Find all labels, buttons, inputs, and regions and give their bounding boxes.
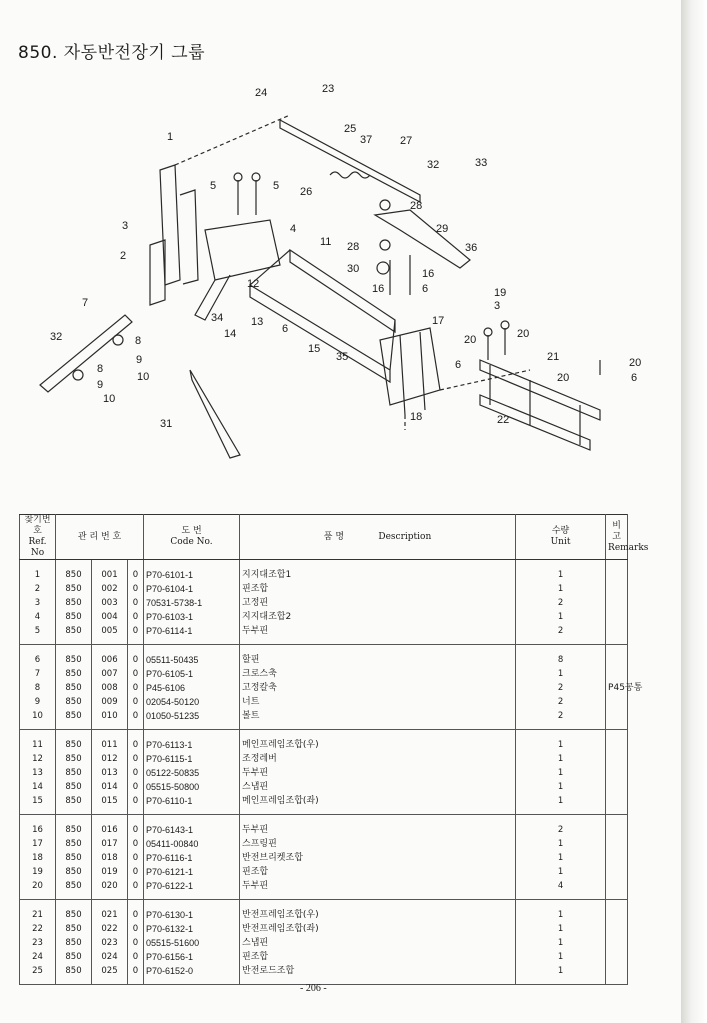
mgmt-rev-cell: 0 xyxy=(128,851,144,865)
ref-no-cell: 7 xyxy=(20,667,56,681)
header-description-kr: 품 명 xyxy=(323,531,345,542)
svg-text:21: 21 xyxy=(547,351,560,363)
svg-text:1: 1 xyxy=(167,131,174,143)
ref-no-cell: 23 xyxy=(20,936,56,950)
parts-list-table xyxy=(19,514,649,985)
svg-text:20: 20 xyxy=(629,357,642,369)
mgmt-item-cell: 003 xyxy=(92,596,128,610)
description-cell: 스프링핀 xyxy=(240,837,516,851)
ref-no-cell: 9 xyxy=(20,695,56,709)
mgmt-group-cell: 850 xyxy=(56,596,92,610)
svg-text:9: 9 xyxy=(97,379,104,391)
svg-text:18: 18 xyxy=(410,411,423,423)
mgmt-item-cell: 013 xyxy=(92,766,128,780)
svg-text:25: 25 xyxy=(344,123,357,135)
unit-cell: 1 xyxy=(516,865,606,879)
code-no-cell: P70-6122-1 xyxy=(144,879,240,900)
svg-text:22: 22 xyxy=(497,414,510,426)
svg-text:16: 16 xyxy=(422,268,435,280)
svg-text:6: 6 xyxy=(631,372,638,384)
ref-no-cell: 11 xyxy=(20,730,56,753)
code-no-cell: P70-6116-1 xyxy=(144,851,240,865)
unit-cell: 2 xyxy=(516,695,606,709)
mgmt-rev-cell: 0 xyxy=(128,794,144,815)
mgmt-rev-cell: 0 xyxy=(128,936,144,950)
handle-part xyxy=(190,370,240,458)
description-cell: 핀조합 xyxy=(240,950,516,964)
description-cell: 너트 xyxy=(240,695,516,709)
mgmt-item-cell: 015 xyxy=(92,794,128,815)
table-row xyxy=(20,645,628,668)
description-cell: 핀조합 xyxy=(240,582,516,596)
table-row xyxy=(20,596,628,610)
code-no-cell: P70-6156-1 xyxy=(144,950,240,964)
svg-text:20: 20 xyxy=(464,334,477,346)
mgmt-item-cell: 009 xyxy=(92,695,128,709)
table-row xyxy=(20,582,628,596)
mgmt-rev-cell: 0 xyxy=(128,560,144,583)
ref-no-cell: 14 xyxy=(20,780,56,794)
svg-text:27: 27 xyxy=(400,135,413,147)
mgmt-group-cell: 850 xyxy=(56,815,92,838)
code-no-cell: P70-6130-1 xyxy=(144,900,240,923)
mgmt-group-cell: 850 xyxy=(56,709,92,730)
description-cell: 두부핀 xyxy=(240,766,516,780)
code-no-cell: 05515-50800 xyxy=(144,780,240,794)
mgmt-rev-cell: 0 xyxy=(128,610,144,624)
mgmt-rev-cell: 0 xyxy=(128,900,144,923)
ref-no-cell: 6 xyxy=(20,645,56,668)
unit-cell: 1 xyxy=(516,667,606,681)
svg-text:32: 32 xyxy=(427,159,440,171)
mgmt-item-cell: 001 xyxy=(92,560,128,583)
ref-no-cell: 21 xyxy=(20,900,56,923)
svg-text:6: 6 xyxy=(455,359,462,371)
unit-cell: 1 xyxy=(516,752,606,766)
unit-cell: 8 xyxy=(516,645,606,668)
description-cell: 반전프레임조합(우) xyxy=(240,900,516,923)
mgmt-rev-cell: 0 xyxy=(128,837,144,851)
svg-text:19: 19 xyxy=(494,287,507,299)
unit-cell: 2 xyxy=(516,596,606,610)
svg-text:20: 20 xyxy=(517,328,530,340)
table-row xyxy=(20,900,628,923)
remarks-cell xyxy=(606,922,628,936)
svg-text:23: 23 xyxy=(322,83,335,95)
mgmt-group-cell: 850 xyxy=(56,766,92,780)
remarks-cell xyxy=(606,695,628,709)
mgmt-group-cell: 850 xyxy=(56,837,92,851)
description-cell: 크로스축 xyxy=(240,667,516,681)
svg-text:10: 10 xyxy=(103,393,116,405)
unit-cell: 1 xyxy=(516,766,606,780)
page-title: 850. 자동반전장기 그룹 xyxy=(18,43,206,63)
svg-text:36: 36 xyxy=(465,242,478,254)
mgmt-group-cell: 850 xyxy=(56,794,92,815)
mgmt-group-cell: 850 xyxy=(56,950,92,964)
table-row xyxy=(20,936,628,950)
ref-no-cell: 22 xyxy=(20,922,56,936)
ref-no-cell: 18 xyxy=(20,851,56,865)
code-no-cell: 05122-50835 xyxy=(144,766,240,780)
svg-text:29: 29 xyxy=(436,223,449,235)
description-cell: 두부핀 xyxy=(240,815,516,838)
svg-text:24: 24 xyxy=(255,87,268,99)
table-row xyxy=(20,681,628,695)
svg-text:9: 9 xyxy=(136,354,143,366)
mgmt-item-cell: 012 xyxy=(92,752,128,766)
svg-text:3: 3 xyxy=(494,300,501,312)
table-row xyxy=(20,709,628,730)
unit-cell: 1 xyxy=(516,837,606,851)
mgmt-rev-cell: 0 xyxy=(128,695,144,709)
code-no-cell: P70-6114-1 xyxy=(144,624,240,645)
parts-list-body xyxy=(20,560,643,985)
table-row xyxy=(20,752,628,766)
svg-text:12: 12 xyxy=(247,278,260,290)
description-cell: 반전브리켓조합 xyxy=(240,851,516,865)
mgmt-group-cell: 850 xyxy=(56,610,92,624)
mgmt-group-cell: 850 xyxy=(56,851,92,865)
reversing-bracket-part xyxy=(380,328,440,405)
code-no-cell: P70-6121-1 xyxy=(144,865,240,879)
description-cell: 반전프레임조합(좌) xyxy=(240,922,516,936)
page-number: - 206 - xyxy=(300,983,327,994)
header-remarks: 비 고 Remarks xyxy=(606,515,628,560)
remarks-cell xyxy=(606,815,628,838)
svg-text:32: 32 xyxy=(50,331,63,343)
code-no-cell: 70531-5738-1 xyxy=(144,596,240,610)
support-bracket-part xyxy=(160,165,180,285)
table-row xyxy=(20,837,628,851)
mgmt-item-cell: 020 xyxy=(92,879,128,900)
mgmt-group-cell: 850 xyxy=(56,780,92,794)
mgmt-group-cell: 850 xyxy=(56,624,92,645)
mgmt-item-cell: 011 xyxy=(92,730,128,753)
code-no-cell: P70-6115-1 xyxy=(144,752,240,766)
unit-cell: 2 xyxy=(516,681,606,695)
svg-text:10: 10 xyxy=(137,371,150,383)
unit-cell: 1 xyxy=(516,794,606,815)
unit-cell: 4 xyxy=(516,879,606,900)
mgmt-item-cell: 008 xyxy=(92,681,128,695)
mgmt-rev-cell: 0 xyxy=(128,709,144,730)
code-no-cell: P70-6103-1 xyxy=(144,610,240,624)
mgmt-group-cell: 850 xyxy=(56,681,92,695)
mgmt-item-cell: 022 xyxy=(92,922,128,936)
description-cell: 고정핀 xyxy=(240,596,516,610)
remarks-cell: P45공통 xyxy=(606,681,628,695)
header-management-no: 관 리 번 호 xyxy=(56,515,144,560)
code-no-cell: 05411-00840 xyxy=(144,837,240,851)
ref-no-cell: 17 xyxy=(20,837,56,851)
code-no-cell: P45-6106 xyxy=(144,681,240,695)
mgmt-item-cell: 004 xyxy=(92,610,128,624)
remarks-cell xyxy=(606,709,628,730)
mgmt-rev-cell: 0 xyxy=(128,879,144,900)
remarks-cell xyxy=(606,752,628,766)
remarks-cell xyxy=(606,950,628,964)
mgmt-group-cell: 850 xyxy=(56,582,92,596)
table-row xyxy=(20,865,628,879)
table-row xyxy=(20,560,628,583)
mgmt-rev-cell: 0 xyxy=(128,624,144,645)
mgmt-group-cell: 850 xyxy=(56,900,92,923)
mgmt-item-cell: 007 xyxy=(92,667,128,681)
mgmt-item-cell: 010 xyxy=(92,709,128,730)
mgmt-rev-cell: 0 xyxy=(128,582,144,596)
mgmt-item-cell: 018 xyxy=(92,851,128,865)
table-row xyxy=(20,730,628,753)
remarks-cell xyxy=(606,794,628,815)
mgmt-group-cell: 850 xyxy=(56,879,92,900)
ref-no-cell: 2 xyxy=(20,582,56,596)
unit-cell: 1 xyxy=(516,730,606,753)
remarks-cell xyxy=(606,624,628,645)
ref-no-cell: 24 xyxy=(20,950,56,964)
mgmt-rev-cell: 0 xyxy=(128,596,144,610)
ref-no-cell: 16 xyxy=(20,815,56,838)
mgmt-item-cell: 021 xyxy=(92,900,128,923)
unit-cell: 2 xyxy=(516,815,606,838)
svg-text:33: 33 xyxy=(475,157,488,169)
remarks-cell xyxy=(606,865,628,879)
table-header-row xyxy=(20,515,628,560)
table-row xyxy=(20,794,628,815)
ref-no-cell: 5 xyxy=(20,624,56,645)
unit-cell: 1 xyxy=(516,922,606,936)
code-no-cell: P70-6101-1 xyxy=(144,560,240,583)
table-row xyxy=(20,879,628,900)
remarks-cell xyxy=(606,766,628,780)
code-no-cell: P70-6105-1 xyxy=(144,667,240,681)
remarks-cell xyxy=(606,900,628,923)
svg-text:17: 17 xyxy=(432,315,445,327)
unit-cell: 2 xyxy=(516,709,606,730)
support-assembly-part xyxy=(205,220,280,280)
table-row xyxy=(20,815,628,838)
ref-no-cell: 4 xyxy=(20,610,56,624)
unit-cell: 2 xyxy=(516,624,606,645)
svg-text:2: 2 xyxy=(120,250,127,262)
ref-no-cell: 1 xyxy=(20,560,56,583)
table-row xyxy=(20,610,628,624)
mgmt-rev-cell: 0 xyxy=(128,922,144,936)
mgmt-rev-cell: 0 xyxy=(128,815,144,838)
description-cell: 핀조합 xyxy=(240,865,516,879)
code-no-cell: P70-6104-1 xyxy=(144,582,240,596)
mgmt-item-cell: 025 xyxy=(92,964,128,985)
svg-text:8: 8 xyxy=(97,363,104,375)
svg-text:8: 8 xyxy=(135,335,142,347)
svg-text:28: 28 xyxy=(410,200,423,212)
svg-text:6: 6 xyxy=(422,283,429,295)
mgmt-group-cell: 850 xyxy=(56,964,92,985)
mgmt-rev-cell: 0 xyxy=(128,730,144,753)
mgmt-rev-cell: 0 xyxy=(128,950,144,964)
mgmt-rev-cell: 0 xyxy=(128,780,144,794)
table-row xyxy=(20,964,628,985)
svg-text:13: 13 xyxy=(251,316,264,328)
remarks-cell xyxy=(606,936,628,950)
unit-cell: 1 xyxy=(516,900,606,923)
ref-no-cell: 15 xyxy=(20,794,56,815)
header-description xyxy=(240,515,516,560)
header-code-no: 도 번 Code No. xyxy=(144,515,240,560)
ref-no-cell: 25 xyxy=(20,964,56,985)
remarks-cell xyxy=(606,837,628,851)
mgmt-item-cell: 005 xyxy=(92,624,128,645)
svg-text:6: 6 xyxy=(282,323,289,335)
mgmt-rev-cell: 0 xyxy=(128,766,144,780)
code-no-cell: P70-6132-1 xyxy=(144,922,240,936)
svg-text:20: 20 xyxy=(557,372,570,384)
mgmt-item-cell: 002 xyxy=(92,582,128,596)
unit-cell: 1 xyxy=(516,582,606,596)
description-cell: 볼트 xyxy=(240,709,516,730)
description-cell: 스냅핀 xyxy=(240,780,516,794)
ref-no-cell: 13 xyxy=(20,766,56,780)
unit-cell: 1 xyxy=(516,560,606,583)
mgmt-group-cell: 850 xyxy=(56,695,92,709)
link-plate-part xyxy=(375,210,470,268)
unit-cell: 1 xyxy=(516,610,606,624)
description-cell: 지지대조합2 xyxy=(240,610,516,624)
ref-no-cell: 10 xyxy=(20,709,56,730)
mgmt-item-cell: 016 xyxy=(92,815,128,838)
svg-text:16: 16 xyxy=(372,283,385,295)
remarks-cell xyxy=(606,596,628,610)
svg-text:5: 5 xyxy=(210,180,217,192)
ref-no-cell: 20 xyxy=(20,879,56,900)
ref-no-cell: 8 xyxy=(20,681,56,695)
svg-text:28: 28 xyxy=(347,241,360,253)
header-unit: 수량 Unit xyxy=(516,515,606,560)
svg-text:15: 15 xyxy=(308,343,321,355)
mgmt-item-cell: 024 xyxy=(92,950,128,964)
unit-cell: 1 xyxy=(516,936,606,950)
mgmt-rev-cell: 0 xyxy=(128,964,144,985)
table-row xyxy=(20,695,628,709)
code-no-cell: P70-6113-1 xyxy=(144,730,240,753)
unit-cell: 1 xyxy=(516,851,606,865)
code-no-cell: P70-6152-0 xyxy=(144,964,240,985)
main-frame-left-part xyxy=(250,285,390,382)
remarks-cell xyxy=(606,730,628,753)
svg-text:34: 34 xyxy=(211,312,224,324)
mgmt-rev-cell: 0 xyxy=(128,681,144,695)
remarks-cell xyxy=(606,851,628,865)
description-cell: 메인프레임조합(우) xyxy=(240,730,516,753)
description-cell: 할핀 xyxy=(240,645,516,668)
mgmt-item-cell: 006 xyxy=(92,645,128,668)
header-ref-no: 찾기번호 Ref. No xyxy=(20,515,56,560)
description-cell: 고정칼축 xyxy=(240,681,516,695)
table-row xyxy=(20,950,628,964)
description-cell: 두부핀 xyxy=(240,624,516,645)
mgmt-group-cell: 850 xyxy=(56,865,92,879)
remarks-cell xyxy=(606,610,628,624)
table-row xyxy=(20,624,628,645)
ref-no-cell: 3 xyxy=(20,596,56,610)
ref-no-cell: 19 xyxy=(20,865,56,879)
svg-text:26: 26 xyxy=(300,186,313,198)
svg-text:7: 7 xyxy=(82,297,89,309)
svg-text:35: 35 xyxy=(336,351,349,363)
mgmt-group-cell: 850 xyxy=(56,922,92,936)
table-row xyxy=(20,851,628,865)
svg-text:4: 4 xyxy=(290,223,297,235)
remarks-cell xyxy=(606,667,628,681)
remarks-cell xyxy=(606,964,628,985)
code-no-cell: 02054-50120 xyxy=(144,695,240,709)
remarks-cell xyxy=(606,582,628,596)
mgmt-item-cell: 019 xyxy=(92,865,128,879)
svg-text:30: 30 xyxy=(347,263,360,275)
mgmt-rev-cell: 0 xyxy=(128,645,144,668)
svg-text:31: 31 xyxy=(160,418,173,430)
mgmt-rev-cell: 0 xyxy=(128,865,144,879)
remarks-cell xyxy=(606,645,628,668)
exploded-parts-diagram xyxy=(0,70,681,480)
table-row xyxy=(20,922,628,936)
mgmt-rev-cell: 0 xyxy=(128,667,144,681)
unit-cell: 1 xyxy=(516,780,606,794)
code-no-cell: 01050-51235 xyxy=(144,709,240,730)
code-no-cell: 05511-50435 xyxy=(144,645,240,668)
svg-text:5: 5 xyxy=(273,180,280,192)
description-cell: 조정레버 xyxy=(240,752,516,766)
table-row xyxy=(20,766,628,780)
mgmt-item-cell: 017 xyxy=(92,837,128,851)
remarks-cell xyxy=(606,560,628,583)
svg-text:3: 3 xyxy=(122,220,129,232)
reversing-frame-right-part xyxy=(480,360,600,420)
svg-text:11: 11 xyxy=(320,236,332,248)
description-cell: 지지대조합1 xyxy=(240,560,516,583)
mgmt-group-cell: 850 xyxy=(56,752,92,766)
remarks-cell xyxy=(606,879,628,900)
description-cell: 반전로드조합 xyxy=(240,964,516,985)
mgmt-group-cell: 850 xyxy=(56,645,92,668)
description-cell: 두부핀 xyxy=(240,879,516,900)
unit-cell: 1 xyxy=(516,950,606,964)
unit-cell: 1 xyxy=(516,964,606,985)
mgmt-item-cell: 014 xyxy=(92,780,128,794)
mgmt-item-cell: 023 xyxy=(92,936,128,950)
page-gutter-shadow xyxy=(681,0,707,1023)
mgmt-group-cell: 850 xyxy=(56,730,92,753)
ref-no-cell: 12 xyxy=(20,752,56,766)
table-row xyxy=(20,667,628,681)
mgmt-rev-cell: 0 xyxy=(128,752,144,766)
description-cell: 메인프레임조합(좌) xyxy=(240,794,516,815)
svg-text:14: 14 xyxy=(224,328,237,340)
cross-shaft-part xyxy=(40,315,132,392)
code-no-cell: P70-6143-1 xyxy=(144,815,240,838)
mgmt-group-cell: 850 xyxy=(56,936,92,950)
mgmt-group-cell: 850 xyxy=(56,560,92,583)
code-no-cell: 05515-51600 xyxy=(144,936,240,950)
remarks-cell xyxy=(606,780,628,794)
svg-text:37: 37 xyxy=(360,134,373,146)
code-no-cell: P70-6110-1 xyxy=(144,794,240,815)
description-cell: 스냅핀 xyxy=(240,936,516,950)
header-description-en: Description xyxy=(378,531,432,542)
table-row xyxy=(20,780,628,794)
mgmt-group-cell: 850 xyxy=(56,667,92,681)
